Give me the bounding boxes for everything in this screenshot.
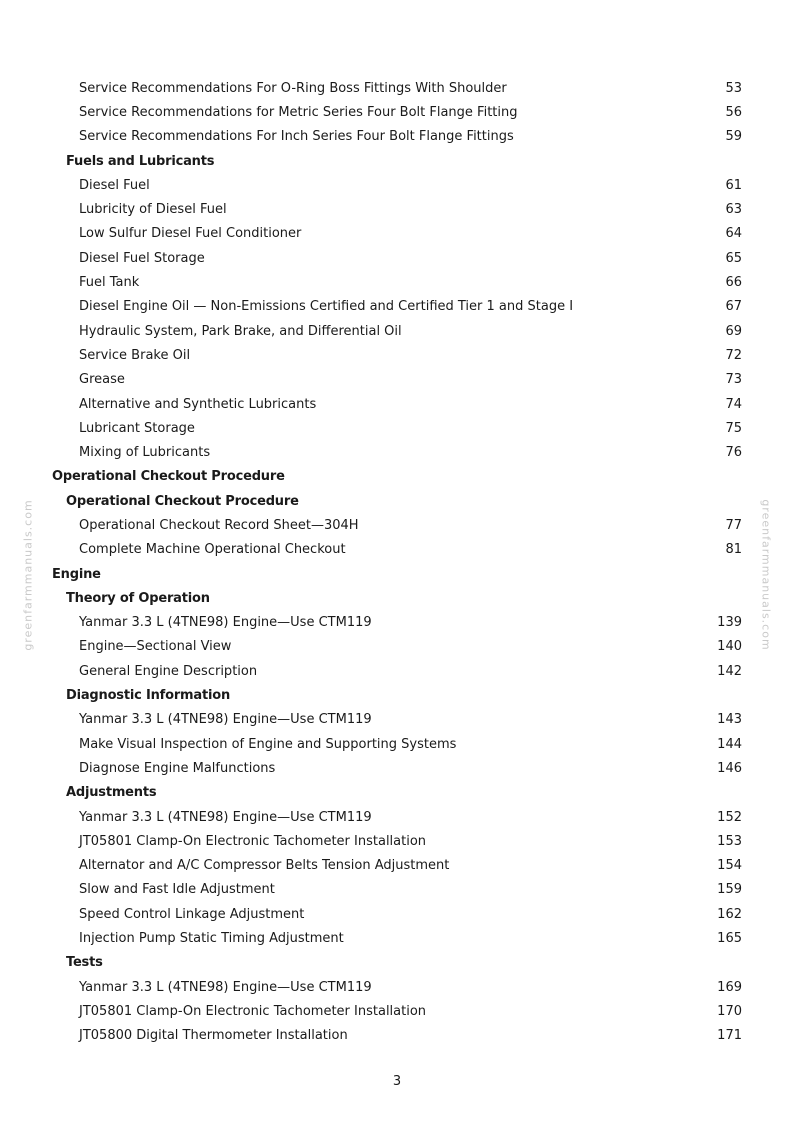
toc-page-number: 144 [717,736,742,752]
toc-page-number: 73 [725,372,742,388]
toc-title: Tests [66,955,103,971]
toc-title: Diagnose Engine Malfunctions [79,760,276,776]
toc-title: Alternator and A/C Compressor Belts Tension Adjustment [79,858,450,874]
toc-page-number: 63 [725,202,742,218]
toc-title: Diesel Fuel [79,177,150,193]
toc-page-number: 56 [725,104,742,120]
toc-page-number: 170 [717,1003,742,1019]
toc-subsection [52,781,742,805]
toc-subsection [52,951,742,975]
toc-subsection [52,149,742,173]
toc-title: Lubricity of Diesel Fuel [79,202,227,218]
toc-section [52,465,742,489]
toc-entry[interactable] [52,611,742,635]
toc-entry[interactable] [52,197,742,221]
toc-page-number: 76 [725,445,742,461]
toc-entry[interactable] [52,732,742,756]
toc-title: Yanmar 3.3 L (4TNE98) Engine—Use CTM119 [79,979,372,995]
toc-title: Fuel Tank [79,275,140,291]
toc-title: Fuels and Lubricants [66,153,215,169]
toc-entry[interactable] [52,125,742,149]
toc-entry[interactable] [52,319,742,343]
page-number: 3 [392,1074,402,1089]
toc-entry[interactable] [52,392,742,416]
toc-entry[interactable] [52,246,742,270]
toc-title: Yanmar 3.3 L (4TNE98) Engine—Use CTM119 [79,809,372,825]
toc-title: Service Brake Oil [79,347,191,363]
toc-page-number: 81 [725,542,742,558]
toc-subsection [52,489,742,513]
toc-page-number: 169 [717,979,742,995]
toc-entry[interactable] [52,76,742,100]
toc-title: Mixing of Lubricants [79,445,211,461]
toc-entry[interactable] [52,659,742,683]
toc-page-number: 159 [717,882,742,898]
toc-page-number: 140 [717,639,742,655]
toc-page-number: 139 [717,615,742,631]
toc-entry[interactable] [52,368,742,392]
toc-title: Make Visual Inspection of Engine and Supporting Systems [79,736,457,752]
toc-title: Complete Machine Operational Checkout [79,542,346,558]
toc-title: Diesel Fuel Storage [79,250,205,266]
toc-title: Alternative and Synthetic Lubricants [79,396,317,412]
toc-page-number: 74 [725,396,742,412]
toc-page-number: 171 [717,1028,742,1044]
watermark-left: greenfarmmanuals.com [21,499,35,651]
toc-entry[interactable] [52,902,742,926]
toc-entry[interactable] [52,270,742,294]
toc-title: Operational Checkout Record Sheet—304H [79,517,359,533]
toc-title: JT05800 Digital Thermometer Installation [79,1028,348,1044]
toc-title: Service Recommendations for Metric Series Four Bolt Flange Fitting [79,104,518,120]
toc-page-number: 67 [725,299,742,315]
toc-entry[interactable] [52,295,742,319]
toc-title: Service Recommendations For Inch Series Four Bolt Flange Fittings [79,129,514,145]
toc-page-number: 154 [717,858,742,874]
toc-page-number: 153 [717,833,742,849]
toc-page-number: 146 [717,760,742,776]
toc-title: Diagnostic Information [66,688,231,704]
toc-entry[interactable] [52,805,742,829]
toc-page-number: 72 [725,347,742,363]
toc-title: Speed Control Linkage Adjustment [79,906,305,922]
toc-page-number: 162 [717,906,742,922]
toc-title: Diesel Engine Oil — Non-Emissions Certified and Certified Tier 1 and Stage I [79,299,574,315]
toc-title: JT05801 Clamp-On Electronic Tachometer Installation [79,1003,427,1019]
toc-title: Hydraulic System, Park Brake, and Differential Oil [79,323,402,339]
toc-entry[interactable] [52,635,742,659]
toc-title: Injection Pump Static Timing Adjustment [79,931,344,947]
toc-subsection [52,586,742,610]
toc-entry[interactable] [52,708,742,732]
toc-title: Engine—Sectional View [79,639,232,655]
toc-page-number: 61 [725,177,742,193]
toc-title: Yanmar 3.3 L (4TNE98) Engine—Use CTM119 [79,615,372,631]
toc-page-number: 143 [717,712,742,728]
toc-page-number: 142 [717,663,742,679]
toc-entry[interactable] [52,440,742,464]
toc-entry[interactable] [52,513,742,537]
toc-entry[interactable] [52,999,742,1023]
toc-subsection [52,683,742,707]
table-of-contents [52,76,742,1048]
toc-title: Grease [79,372,125,388]
watermark-right: greenfarmmanuals.com [759,499,773,651]
toc-page-number: 66 [725,275,742,291]
toc-entry[interactable] [52,926,742,950]
toc-entry[interactable] [52,1024,742,1048]
toc-page-number: 165 [717,931,742,947]
toc-entry[interactable] [52,343,742,367]
toc-entry[interactable] [52,416,742,440]
toc-page-number: 65 [725,250,742,266]
toc-page-number: 53 [725,80,742,96]
toc-entry[interactable] [52,173,742,197]
toc-entry[interactable] [52,854,742,878]
toc-entry[interactable] [52,756,742,780]
toc-page-number: 152 [717,809,742,825]
toc-page-number: 59 [725,129,742,145]
toc-page-number: 69 [725,323,742,339]
toc-title: JT05801 Clamp-On Electronic Tachometer Installation [79,833,427,849]
toc-entry[interactable] [52,100,742,124]
toc-entry[interactable] [52,222,742,246]
toc-title: General Engine Description [79,663,258,679]
toc-page-number: 64 [725,226,742,242]
toc-entry[interactable] [52,538,742,562]
toc-title: Low Sulfur Diesel Fuel Conditioner [79,226,302,242]
toc-title: Adjustments [66,785,157,801]
toc-title: Yanmar 3.3 L (4TNE98) Engine—Use CTM119 [79,712,372,728]
toc-title: Theory of Operation [66,590,210,606]
toc-entry[interactable] [52,829,742,853]
toc-entry[interactable] [52,975,742,999]
toc-title: Operational Checkout Procedure [66,493,299,509]
toc-title: Engine [52,566,101,582]
toc-entry[interactable] [52,878,742,902]
toc-title: Slow and Fast Idle Adjustment [79,882,275,898]
toc-title: Service Recommendations For O-Ring Boss Fittings With Shoulder [79,80,507,96]
toc-title: Lubricant Storage [79,420,195,436]
toc-page-number: 77 [725,517,742,533]
toc-section [52,562,742,586]
toc-title: Operational Checkout Procedure [52,469,285,485]
toc-page-number: 75 [725,420,742,436]
